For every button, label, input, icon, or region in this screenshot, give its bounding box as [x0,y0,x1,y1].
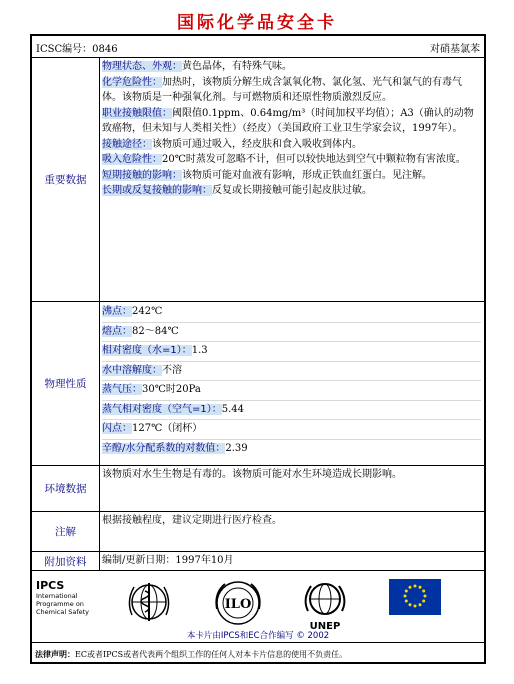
icsc-number: ICSC编号：0846 [36,44,118,55]
property-vapour-pressure: 蒸气压：30℃时20Pa [102,381,481,401]
notes-section [32,512,484,552]
exposure-routes: 接触途径：该物质可通过吸入，经皮肤和食入吸收到体内。 [102,138,362,150]
property-flash-point: 闪点：127℃（闭杯） [102,420,481,440]
physical-state: 物理状态、外观：黄色晶体，有特殊气味。 [102,61,292,72]
property-melting-point: 熔点：82～84℃ [102,323,481,343]
card-frame [30,34,486,664]
environment-section [32,466,484,512]
svg-text:UNEP: UNEP [309,621,341,632]
ilo-emblem-icon [212,577,264,629]
environment-label: 环境数据 [32,466,100,511]
long-term-effects: 长期或反复接触的影响：反复或长期接触可能引起皮肤过敏。 [102,185,372,196]
extra-info-label: 附加资料 [32,552,100,570]
notes-text: 根据接触程度，建议定期进行医疗检查。 [102,515,282,526]
physical-properties-section [32,302,484,466]
physical-properties-label: 物理性质 [32,302,100,465]
credit-line: 本卡片由IPCS和EC合作编写 © 2002 [186,631,330,641]
notes-label: 注解 [32,512,100,551]
card-title: 国际化学品安全卡 [177,13,337,33]
physical-properties-content [100,302,484,465]
svg-text:ILO: ILO [224,597,252,612]
eu-flag-icon [389,579,441,615]
substance-name: 对硝基氯苯 [430,44,480,55]
legal-statement: 法律声明：EC或者IPCS或者代表两个组织工作的任何人对本卡片信息的使用不负责任。 [35,650,348,659]
unep-emblem-icon [300,577,350,635]
ipcs-logo: IPCS International Programme on Chemical Safety [36,579,90,616]
who-emblem-icon [124,577,174,627]
inhalation-hazard: 吸入危险性：20℃时蒸发可忽略不计，但可以较快地达到空气中颗粒物有害浓度。 [102,154,466,165]
header-row [32,36,484,58]
important-data-section [32,58,484,302]
legal-section [32,643,484,662]
property-boiling-point: 沸点：242℃ [102,303,481,323]
property-relative-density: 相对密度（水=1）：1.3 [102,342,481,362]
exposure-limit: 职业接触限值：阈限值0.1ppm、0.64mg/m³（时间加权平均值）；A3（确认的动物致癌物，但未知与人类相关性）（经皮）（美国政府工业卫生学家会议，1997年）。 [102,107,474,134]
chemical-hazard: 化学危险性：加热时，该物质分解生成含氯氧化物、氯化氢、光气和氯气的有毒气体。该物质是一种强氧化剂。与可燃物质和还原性物质激烈反应。 [102,76,462,103]
short-term-effects: 短期接触的影响：该物质可能对血液有影响，形成正铁血红蛋白。见注解。 [102,169,432,181]
property-log-pow: 辛醇/水分配系数的对数值：2.39 [102,442,248,454]
important-data-label: 重要数据 [32,58,100,301]
important-data-content [100,58,484,301]
logos-section [32,571,484,643]
extra-info-text: 编制/更新日期：1997年10月 [102,555,234,566]
property-vapour-density: 蒸气相对密度（空气=1）：5.44 [102,401,481,421]
property-water-solubility: 水中溶解度：不溶 [102,362,481,382]
environment-text: 该物质对水生生物是有毒的。该物质可能对水生环境造成长期影响。 [102,469,402,480]
extra-info-section [32,552,484,571]
